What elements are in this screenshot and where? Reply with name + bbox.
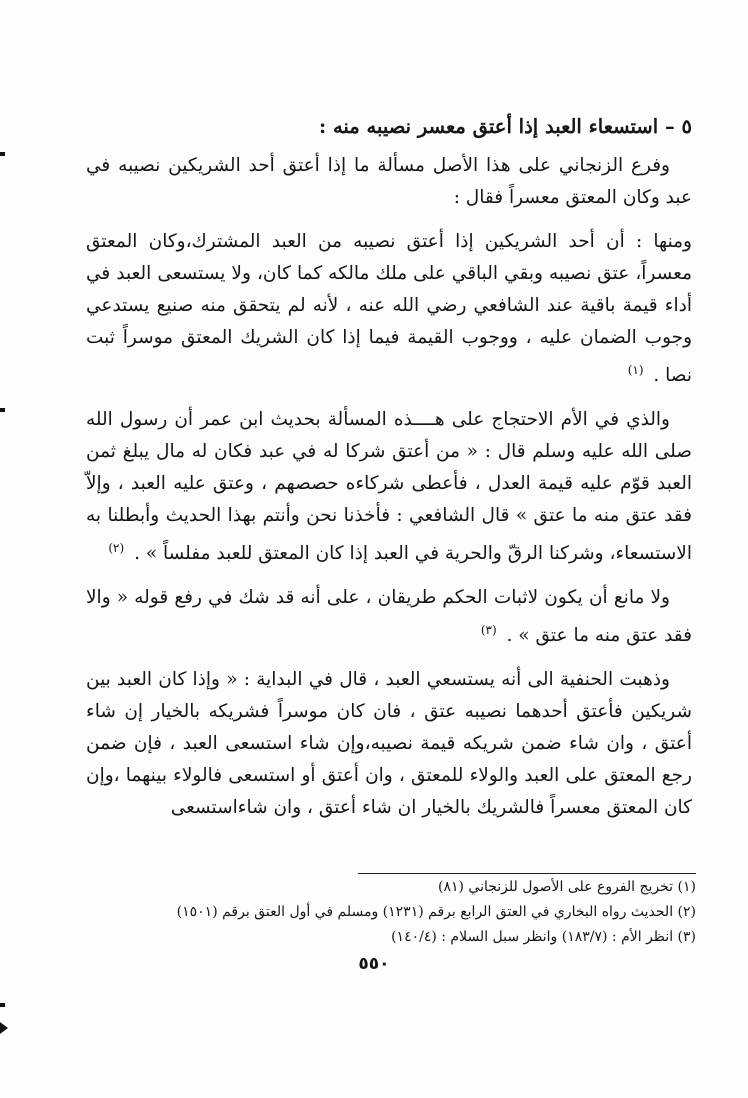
page-number: ٥٥٠ (358, 954, 390, 974)
paragraph-3 (86, 404, 692, 570)
paragraph-5-text: وذهبت الحنفية الى أنه يستسعي العبد ، قال في البداية : « وإذا كان العبد بين شريكين فأعتق أحدهما نصيبه عتق ، فان كان موسراً فشريكه بالخيار إن شاء أعتق ، وان شاء ضمن شريكه قيمة نصيبه،وإن شاء استسعى العبد ، فإن ضمن رجع المعتق على العبد والولاء للمعتق ، وان أعتق أو استسعى فالولاء بينهما ،وإن كان المعتق معسراً فالشريك بالخيار ان شاء أعتق ، وان شاءاستسعى (86, 669, 692, 819)
paragraph-2 (86, 226, 692, 392)
footnote-2: (٢) الحديث رواه البخاري في العتق الرابع برقم (١٢٣١) ومسلم في أول العتق برقم (١٥٠١) (176, 904, 696, 920)
scan-edge-arrow-icon (0, 1022, 8, 1034)
scan-edge-mark (0, 152, 5, 156)
paragraph-3-text: والذي في الأم الاحتجاج على هــــذه المسألة بحديث ابن عمر أن رسول الله صلى الله عليه وسلم قال : « من أعتق شركا له في عبد فكان له مال يبلغ ثمن العبد قوّم عليه قيمة العدل ، فأعطى شركاءه حصصهم ، وعتق عليه العبد ، وإلاّ فقد عتق منه ما عتق » قال الشافعي : فأخذنا نحن وأنتم بهذا الحديث وأبطلنا به الاستسعاء، وشركنا الرقّ والحرية في العبد إذا كان المعتق للعبد مفلساً » . (86, 409, 692, 565)
paragraph-2-text: ومنها : أن أحد الشريكين إذا أعتق نصيبه من العبد المشترك،وكان المعتق معسراً، عتق نصيبه وبقي الباقي على ملك مالكه كما كان، ولا يستسعى العبد في أداء قيمة باقية عند الشافعي رضي الله عنه ، لأنه لم يتحقق منه صنيع يستدعي وجوب الضمان عليه ، ووجوب القيمة فيما إذا كان الشريك المعتق موسراً ثبت نصا . (86, 231, 692, 387)
paragraph-1 (86, 150, 692, 214)
footnote-1: (١) تخريج الفروع على الأصول للزنجاني (٨١) (437, 879, 696, 895)
paragraph-1-text: وفرع الزنجاني على هذا الأصل مسألة ما إذا أعتق أحد الشريكين نصيبه في عبد وكان المعتق معسراً فقال : (86, 155, 692, 208)
footnote-separator (358, 873, 696, 874)
page-body (86, 112, 692, 836)
footnotes (150, 875, 696, 950)
scan-edge-mark (0, 408, 5, 412)
footnote-ref-3[interactable]: (٣) (480, 623, 497, 638)
paragraph-5 (86, 664, 692, 824)
section-heading: ٥ – استسعاء العبد إذا أعتق معسر نصيبه منه : (318, 115, 692, 138)
footnote-ref-1[interactable]: (١) (627, 363, 644, 377)
paragraph-4 (86, 582, 692, 652)
paragraph-4-text: ولا مانع أن يكون لاثبات الحكم طريقان ، على أنه قد شك في رفع قوله « والا فقد عتق منه ما عتق » . (86, 587, 692, 647)
footnote-3: (٣) انظر الأم : (١٨٣/٧) وانظر سبل السلام : (١٤٠/٤) (391, 929, 696, 945)
scan-edge-mark (0, 1003, 5, 1007)
footnote-ref-2[interactable]: (٢) (108, 541, 125, 556)
